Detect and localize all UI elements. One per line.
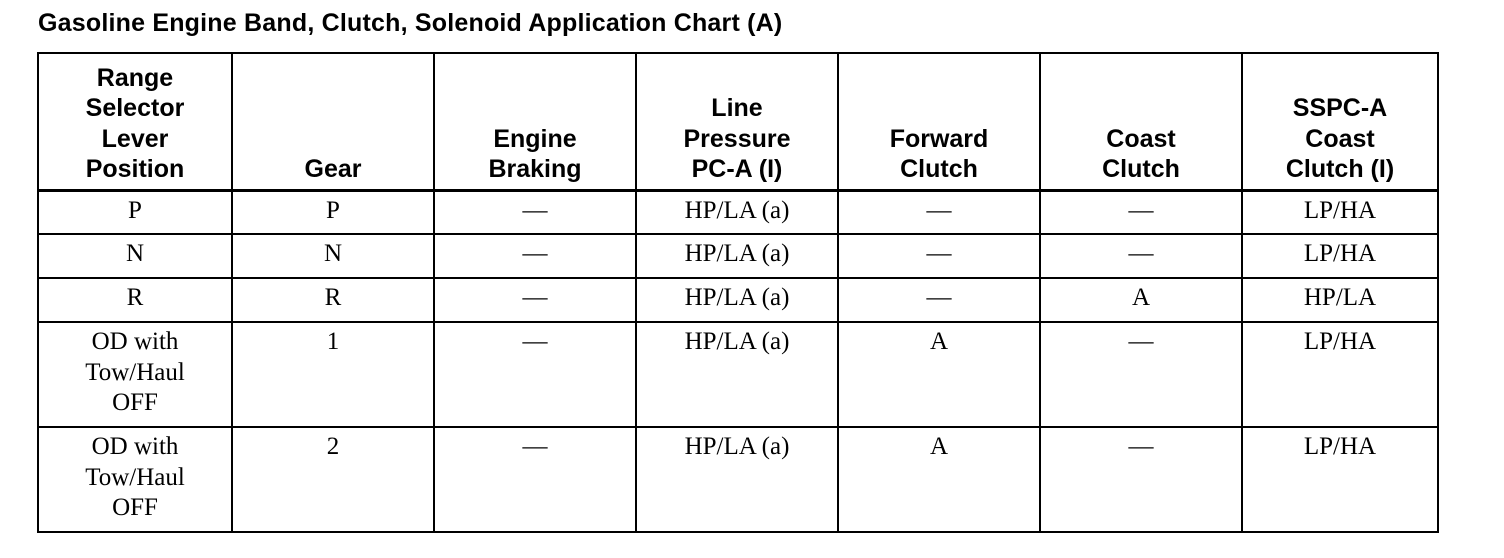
table-row	[38, 322, 1438, 427]
cell-range-position: N	[38, 234, 232, 278]
cell-sspc-a-coast-clutch: LP/HA	[1242, 190, 1438, 234]
cell-engine-braking: —	[434, 322, 636, 427]
cell-engine-braking: —	[434, 234, 636, 278]
cell-range-position: P	[38, 190, 232, 234]
header-line-pressure: Line Pressure PC-A (I)	[636, 53, 838, 190]
table-row	[38, 278, 1438, 322]
table-header-row	[38, 53, 1438, 190]
chart-title: Gasoline Engine Band, Clutch, Solenoid Application Chart (A)	[38, 9, 783, 37]
cell-coast-clutch: A	[1040, 278, 1242, 322]
cell-engine-braking: —	[434, 278, 636, 322]
cell-forward-clutch: —	[838, 190, 1040, 234]
cell-gear: N	[232, 234, 434, 278]
cell-line-pressure: HP/LA (a)	[636, 278, 838, 322]
cell-forward-clutch: A	[838, 427, 1040, 532]
application-chart-table	[37, 52, 1439, 533]
header-engine-braking: Engine Braking	[434, 53, 636, 190]
cell-line-pressure: HP/LA (a)	[636, 190, 838, 234]
cell-gear: 1	[232, 322, 434, 427]
cell-gear: 2	[232, 427, 434, 532]
cell-line-pressure: HP/LA (a)	[636, 322, 838, 427]
cell-coast-clutch: —	[1040, 322, 1242, 427]
header-forward-clutch: Forward Clutch	[838, 53, 1040, 190]
cell-range-position: R	[38, 278, 232, 322]
table-row	[38, 427, 1438, 532]
cell-range-position: OD with Tow/Haul OFF	[38, 322, 232, 427]
cell-coast-clutch: —	[1040, 190, 1242, 234]
cell-forward-clutch: —	[838, 234, 1040, 278]
cell-line-pressure: HP/LA (a)	[636, 234, 838, 278]
cell-sspc-a-coast-clutch: LP/HA	[1242, 322, 1438, 427]
cell-coast-clutch: —	[1040, 234, 1242, 278]
header-range-selector-lever-position: Range Selector Lever Position	[38, 53, 232, 190]
cell-forward-clutch: A	[838, 322, 1040, 427]
header-sspc-a-coast-clutch: SSPC-A Coast Clutch (I)	[1242, 53, 1438, 190]
cell-gear: P	[232, 190, 434, 234]
table-row	[38, 190, 1438, 234]
cell-engine-braking: —	[434, 190, 636, 234]
cell-range-position: OD with Tow/Haul OFF	[38, 427, 232, 532]
cell-gear: R	[232, 278, 434, 322]
table-row	[38, 234, 1438, 278]
cell-sspc-a-coast-clutch: HP/LA	[1242, 278, 1438, 322]
header-coast-clutch: Coast Clutch	[1040, 53, 1242, 190]
cell-coast-clutch: —	[1040, 427, 1242, 532]
header-gear: Gear	[232, 53, 434, 190]
cell-line-pressure: HP/LA (a)	[636, 427, 838, 532]
cell-engine-braking: —	[434, 427, 636, 532]
cell-sspc-a-coast-clutch: LP/HA	[1242, 234, 1438, 278]
cell-sspc-a-coast-clutch: LP/HA	[1242, 427, 1438, 532]
cell-forward-clutch: —	[838, 278, 1040, 322]
